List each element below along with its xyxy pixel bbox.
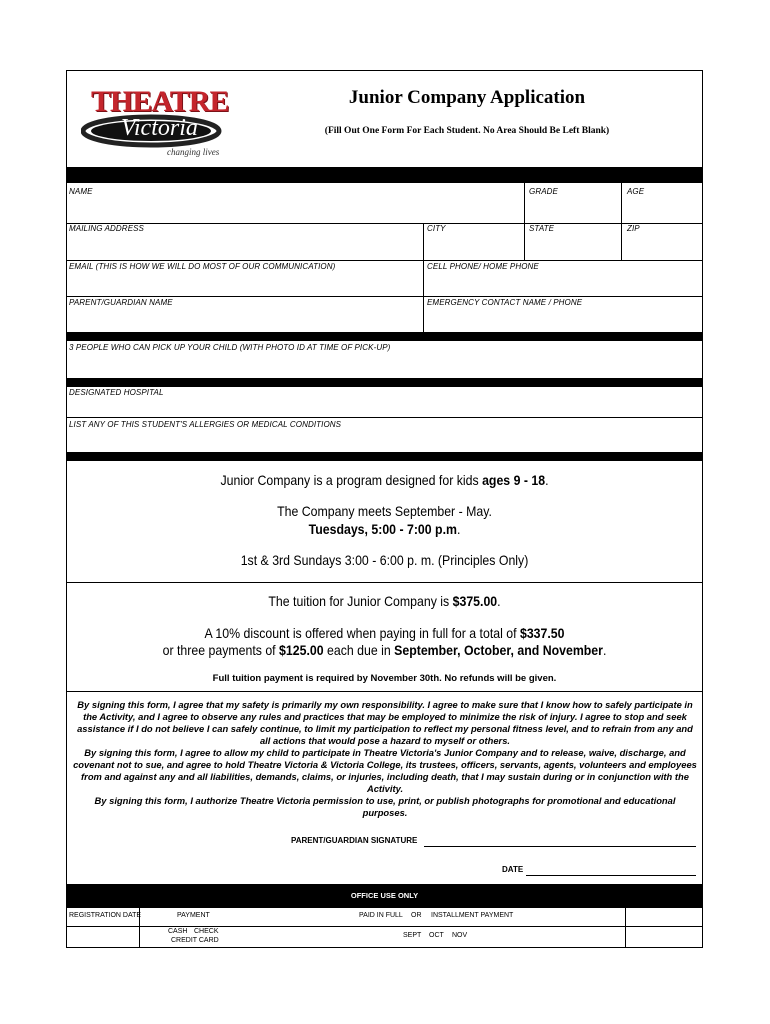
office-use-title: OFFICE USE ONLY: [350, 891, 419, 900]
cell-phone-field[interactable]: CELL PHONE/ HOME PHONE: [427, 262, 539, 271]
program-info-line4: 1st & 3rd Sundays 3:00 - 6:00 p. m. (Principles Only): [240, 552, 529, 568]
hospital-field[interactable]: DESIGNATED HOSPITAL: [69, 388, 164, 397]
allergies-field[interactable]: LIST ANY OF THIS STUDENT'S ALLERGIES OR MEDICAL CONDITIONS: [69, 420, 342, 429]
payment-label: PAYMENT: [177, 912, 210, 919]
age-field[interactable]: AGE: [627, 187, 645, 196]
tuition-line3: or three payments of $125.00 each due in September, October, and November.: [162, 642, 607, 658]
parent-name-field[interactable]: PARENT/GUARDIAN NAME: [69, 298, 173, 307]
page-subtitle: (Fill Out One Form For Each Student. No Area Should Be Left Blank): [324, 126, 610, 136]
emergency-contact-field[interactable]: EMERGENCY CONTACT NAME / PHONE: [427, 298, 583, 307]
registration-date-cell: REGISTRATION DATE: [69, 912, 142, 919]
waiver-paragraph-2: By signing this form, I agree to allow my child to participate in Theatre Victoria's Junior Company and to release, waive, discharge, and covenant not to sue, and agree to hold Theatre Victoria & Victoria College, its trustees, officers, servants, agents, volunteers and employees from and against any and all liabilities, demands, claims, or injuries, including death, that I may sustain during or in conjunction with the Activity.: [73, 747, 697, 794]
cash-option: CASH: [168, 928, 188, 935]
pickup-persons-field[interactable]: 3 PEOPLE WHO CAN PICK UP YOUR CHILD (WITH PHOTO ID AT TIME OF PICK-UP): [69, 343, 391, 352]
program-info-line1: Junior Company is a program designed for kids ages 9 - 18.: [220, 472, 549, 488]
date-label: DATE: [502, 865, 524, 874]
tuition-line2: A 10% discount is offered when paying in full for a total of $337.50: [204, 625, 565, 641]
nov-option: NOV: [452, 932, 468, 939]
waiver-paragraph-3: By signing this form, I authorize Theatre Victoria permission to use, print, or publish photographs for promotional and educational purposes.: [94, 795, 676, 818]
check-option: CHECK: [194, 928, 219, 935]
theatre-victoria-logo: [81, 81, 231, 161]
credit-card-option: CREDIT CARD: [171, 937, 219, 944]
mailing-address-field[interactable]: MAILING ADDRESS: [69, 224, 144, 233]
signature-label: PARENT/GUARDIAN SIGNATURE: [291, 836, 418, 845]
or-label: OR: [411, 912, 422, 919]
oct-option: OCT: [429, 932, 444, 939]
page-title: Junior Company Application: [348, 87, 586, 108]
waiver-text: [73, 699, 697, 819]
application-form: [66, 70, 703, 948]
paid-in-full-label: PAID IN FULL: [359, 912, 403, 919]
installment-payment-label: INSTALLMENT PAYMENT: [431, 912, 514, 919]
signature-line[interactable]: [424, 846, 696, 847]
state-field[interactable]: STATE: [529, 224, 555, 233]
program-info-line2: The Company meets September - May.: [277, 503, 492, 519]
logo-word-victoria: Victoria: [121, 115, 198, 141]
email-field[interactable]: EMAIL (THIS IS HOW WE WILL DO MOST OF OUR COMMUNICATION): [69, 262, 336, 271]
tuition-note: Full tuition payment is required by November 30th. No refunds will be given.: [212, 673, 557, 684]
tuition-line1: The tuition for Junior Company is $375.00.: [268, 593, 501, 609]
section-divider: [67, 167, 702, 183]
name-field[interactable]: NAME: [69, 187, 93, 196]
zip-field[interactable]: ZIP: [627, 224, 640, 233]
program-info-line3: Tuesdays, 5:00 - 7:00 p.m.: [308, 521, 461, 537]
waiver-paragraph-1: By signing this form, I agree that my safety is primarily my own responsibility. I agree to make sure that I know how to safely participate in the Activity, and I agree to observe any rules and practices that may be employed to minimize the risk of injury. I agree to stop and seek assistance if I do not believe I can safely continue, to limit my participation to reflect my personal fitness level, and to refrain from any and all actions that would pose a hazard to myself or others.: [77, 699, 693, 746]
date-line[interactable]: [526, 875, 696, 876]
logo-word-theatre: THEATRE: [91, 85, 229, 118]
city-field[interactable]: CITY: [427, 224, 446, 233]
grade-field[interactable]: GRADE: [529, 187, 558, 196]
sept-option: SEPT: [403, 932, 422, 939]
logo-tagline: changing lives: [167, 147, 220, 157]
